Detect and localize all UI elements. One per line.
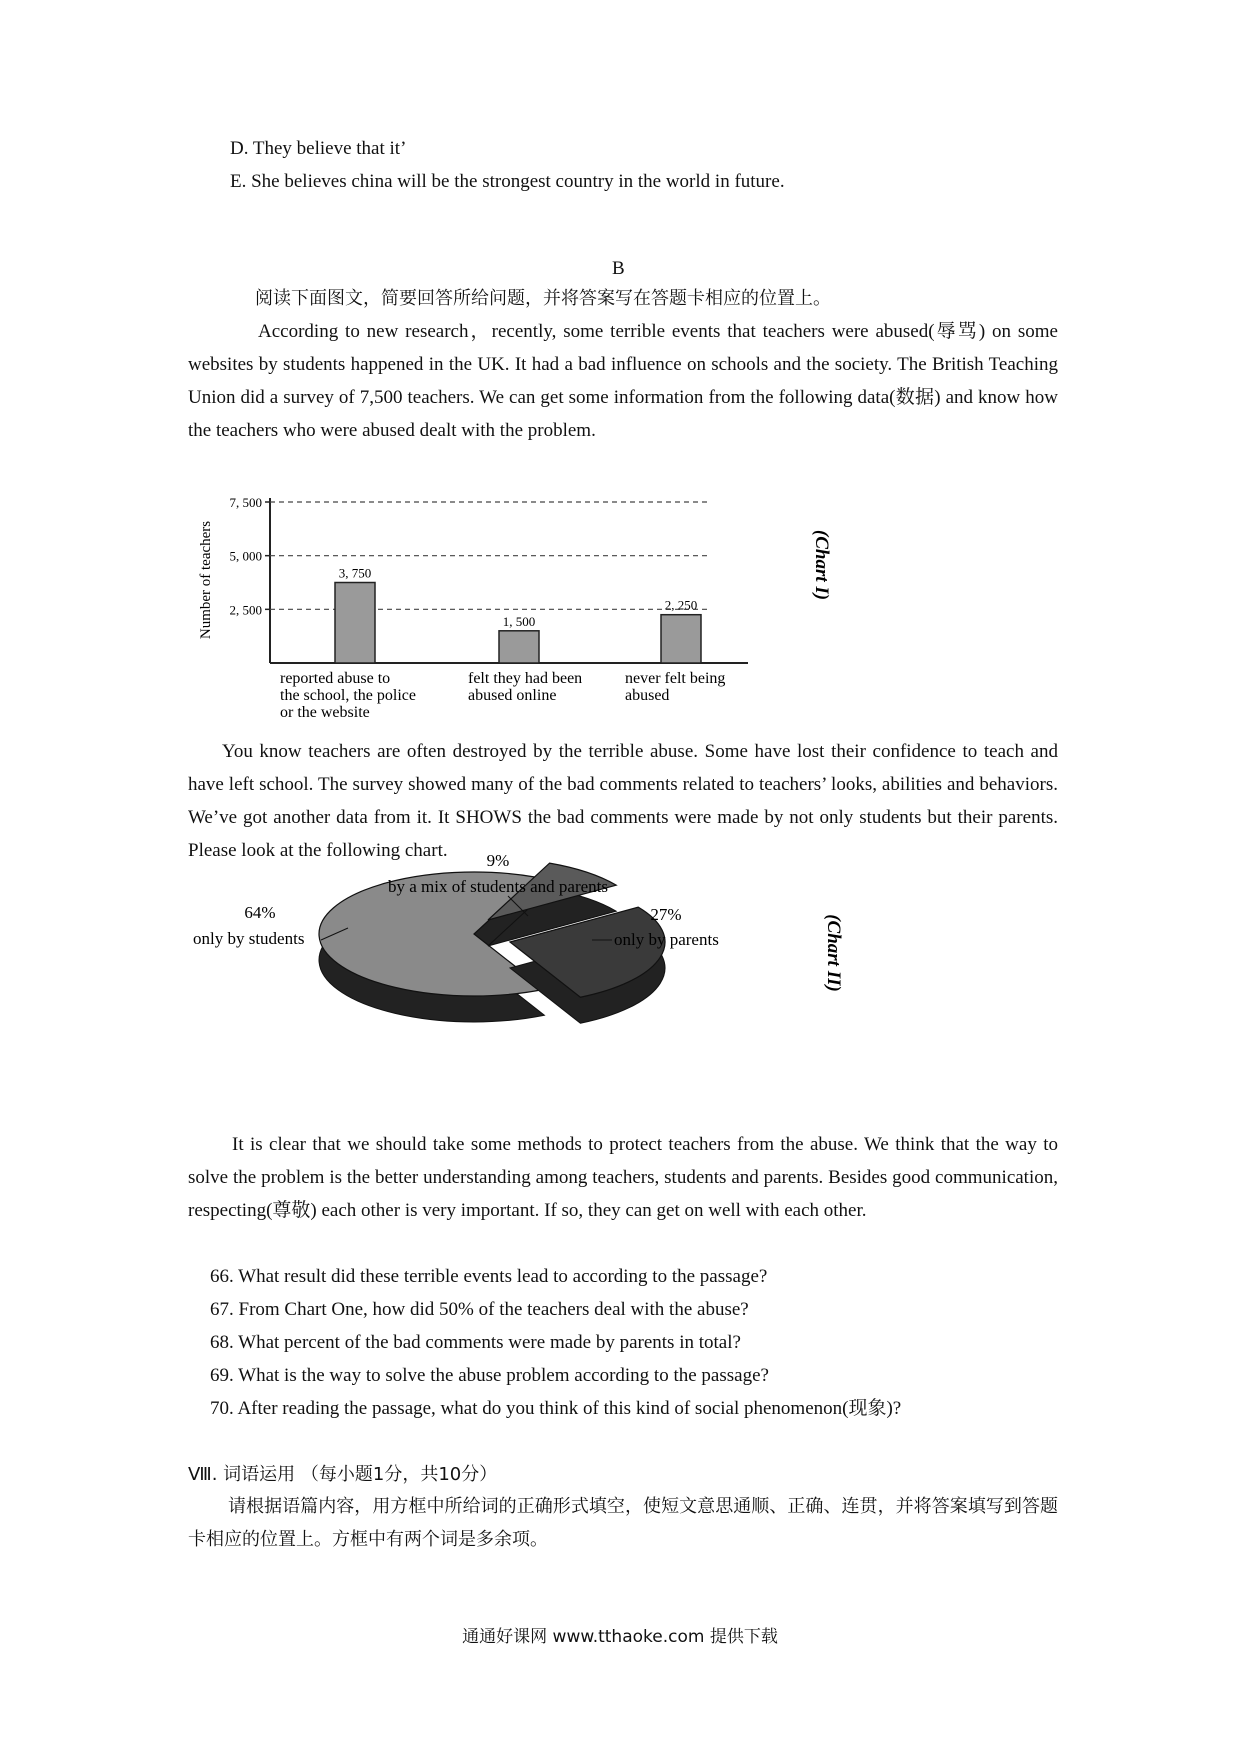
paragraph-1: According to new research，recently, some terrible events that teachers were abused(辱骂) on some websites by students happened in the UK. It had a bad influence on schools and the society. The British Teaching Union did a survey of 7,500 teachers. We can get some information from the following data(数据) and know how the teachers who were abused dealt with the problem.: [188, 321, 1058, 441]
pie-percent-label: 64%: [244, 903, 276, 922]
bar-category-label: or the website: [280, 704, 370, 721]
pie-slice-label: only by students: [193, 929, 305, 948]
bar-chart-y-tick-label: 7, 500: [229, 495, 262, 510]
question-66: 66. What result did these terrible events lead to according to the passage?: [210, 1266, 768, 1287]
bar-category-label: never felt being: [625, 670, 726, 687]
pie-percent-label: 27%: [650, 905, 682, 924]
section-viii-heading: Ⅷ. 词语运用 （每小题1分，共10分）: [188, 1464, 498, 1485]
question-70: 70. After reading the passage, what do you think of this kind of social phenomenon(现象)?: [210, 1398, 902, 1419]
bar-category-label: the school, the police: [280, 687, 416, 704]
bar-category-label: abused: [625, 687, 670, 704]
bar-chart-ylabel: Number of teachers: [198, 520, 214, 640]
pie-percent-label: 9%: [486, 851, 510, 870]
bar-chart-title: (Chart I): [811, 529, 832, 601]
bar-category-label: felt they had been: [468, 670, 583, 687]
bar: [335, 583, 375, 664]
pie-slice-label: by a mix of students and parents: [388, 877, 609, 896]
bar-value-label: 3, 750: [338, 565, 372, 581]
option-d: D. They believe that it’: [230, 138, 407, 159]
question-69: 69. What is the way to solve the abuse problem according to the passage?: [210, 1365, 769, 1386]
paragraph-3: It is clear that we should take some methods to protect teachers from the abuse. We think that the way to solve the problem is the better understanding among teachers, students and parents. Besides good communication, respecting(尊敬) each other is very important. If so, they can get on well with each other.: [188, 1134, 1058, 1221]
pie-chart-title: (Chart II): [823, 914, 844, 992]
section-viii-instruction: 请根据语篇内容，用方框中所给词的正确形式填空，使短文意思通顺、正确、连贯，并将答案填写到答题卡相应的位置上。方框中有两个词是多余项。: [188, 1496, 1058, 1550]
bar-value-label: 1, 500: [502, 613, 536, 629]
bar-chart-y-tick-label: 2, 500: [229, 602, 262, 618]
section-b-instruction: 阅读下面图文，简要回答所给问题，并将答案写在答题卡相应的位置上。: [255, 288, 831, 309]
footer: 通通好课网 www.tthaoke.com 提供下载: [462, 1627, 778, 1647]
bar-value-label: 2, 250: [664, 597, 698, 613]
question-68: 68. What percent of the bad comments were made by parents in total?: [210, 1332, 741, 1353]
bar-category-label: abused online: [468, 687, 557, 704]
bar-chart: [188, 480, 848, 730]
bar-chart-y-tick-label: 5, 000: [229, 548, 262, 564]
bar: [499, 631, 539, 663]
paragraph-2: You know teachers are often destroyed by the terrible abuse. Some have lost their confidence to teach and have left school. The survey showed many of the bad comments related to teachers’ looks, abilities and behaviors. We’ve got another data from it. It SHOWS the bad comments were made by not only students but their parents. Please look at the following chart.: [188, 741, 1058, 861]
bar: [661, 615, 701, 663]
pie-chart: [188, 851, 868, 1108]
option-e: E. She believes china will be the strongest country in the world in future.: [230, 171, 785, 192]
bar-category-label: reported abuse to: [280, 670, 391, 687]
question-67: 67. From Chart One, how did 50% of the teachers deal with the abuse?: [210, 1299, 749, 1320]
pie-slice-label: only by parents: [614, 930, 719, 949]
section-b-label: B: [612, 258, 625, 279]
